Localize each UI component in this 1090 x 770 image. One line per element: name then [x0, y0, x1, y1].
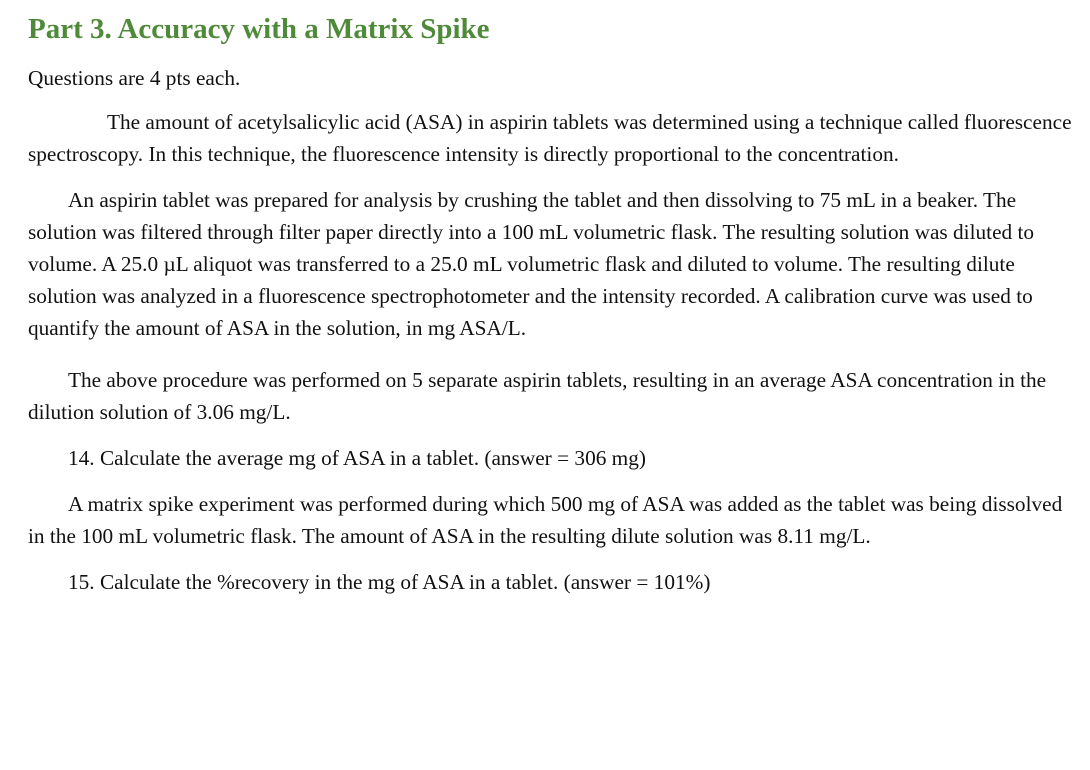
paragraph-matrix-spike: A matrix spike experiment was performed during which 500 mg of ASA was added as the tablet was being dissolved in the 100 mL volumetric flask. The amount of ASA in the resulting dilute solution was 8.11 mg/L. [28, 492, 1063, 548]
section-heading: Part 3. Accuracy with a Matrix Spike [28, 13, 490, 45]
paragraph-method-overview: The amount of acetylsalicylic acid (ASA) in aspirin tablets was determined using a technique called fluorescence spectroscopy. In this technique, the fluorescence intensity is directly proportional to the concentration. [28, 110, 1072, 166]
paragraph-average-result: The above procedure was performed on 5 separate aspirin tablets, resulting in an average ASA concentration in the dilution solution of 3.06 mg/L. [28, 368, 1047, 424]
question-15: 15. Calculate the %recovery in the mg of ASA in a tablet. (answer = 101%) [68, 570, 711, 594]
document-page [28, 10, 1073, 612]
question-14: 14. Calculate the average mg of ASA in a tablet. (answer = 306 mg) [68, 446, 646, 470]
grading-note: Questions are 4 pts each. [28, 66, 241, 90]
paragraph-sample-preparation: An aspirin tablet was prepared for analysis by crushing the tablet and then dissolving to 75 mL in a beaker. The solution was filtered through filter paper directly into a 100 mL volumetric flask. The resulting solution was diluted to volume. A 25.0 µL aliquot was transferred to a 25.0 mL volumetric flask and diluted to volume. The resulting dilute solution was analyzed in a fluorescence spectrophotometer and the intensity recorded. A calibration curve was used to quantify the amount of ASA in the solution, in mg ASA/L. [28, 188, 1035, 340]
